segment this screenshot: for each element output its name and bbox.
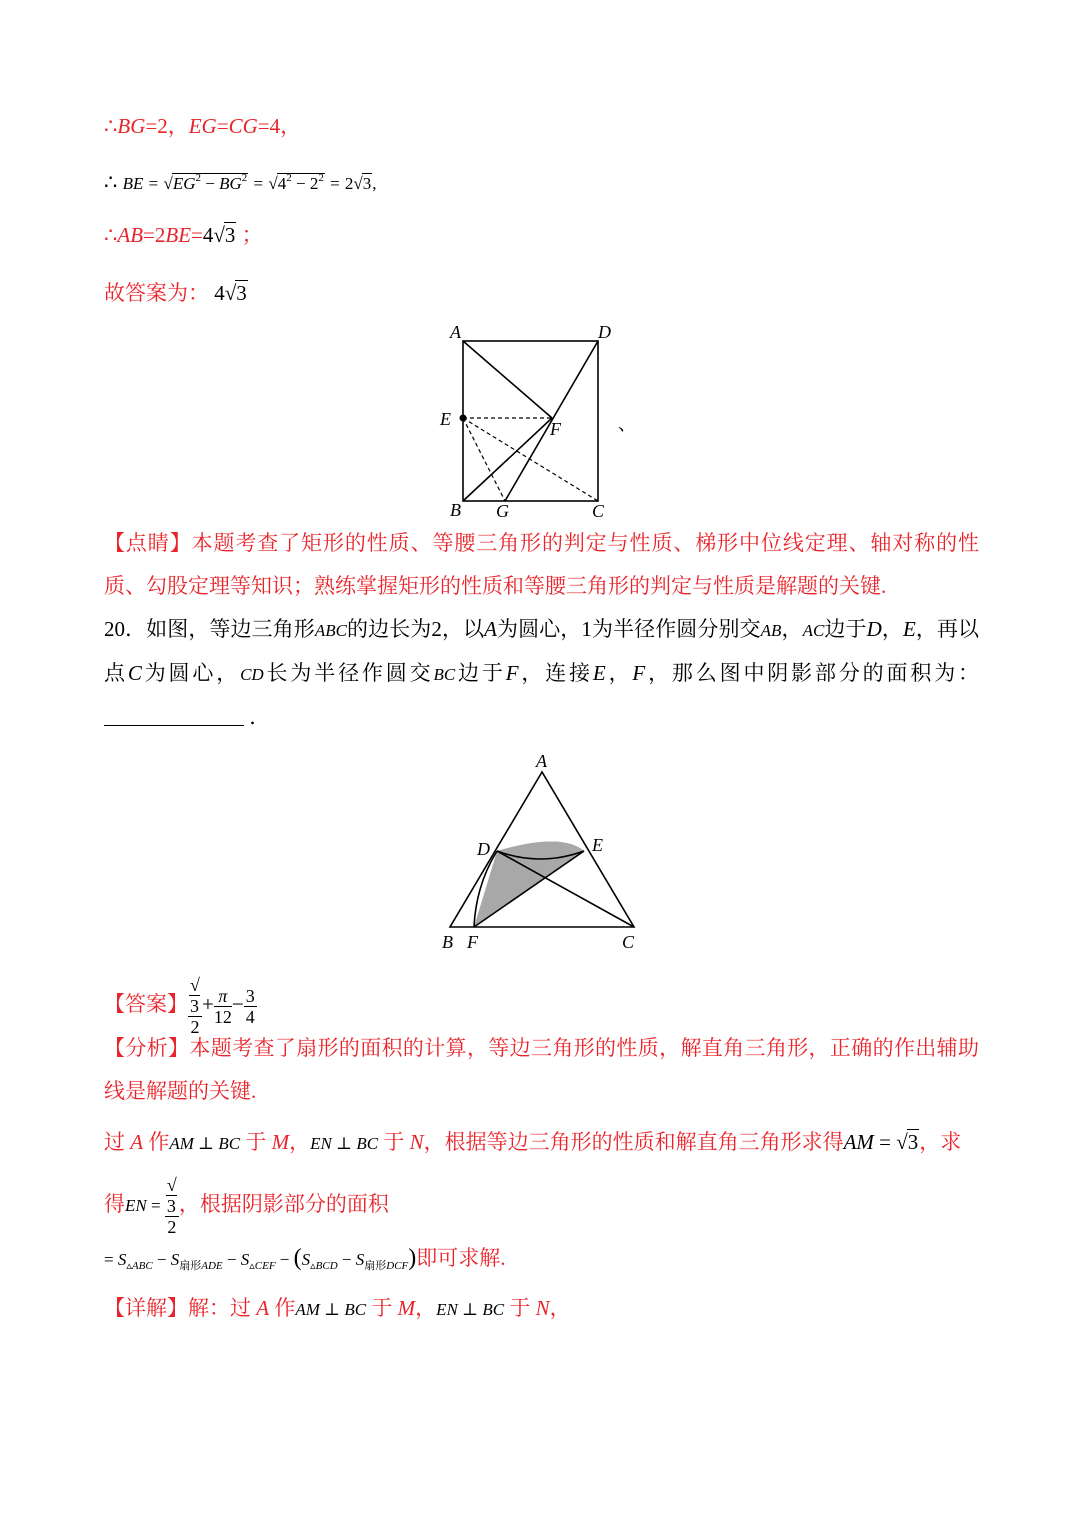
segment-af: [463, 341, 552, 418]
fenxi-paragraph: 【分析】本题考查了扇形的面积的计算，等边三角形的性质，解直角三角形，正确的作出辅助线是解题的关键.: [104, 1036, 980, 1103]
method-line-2: 得EN = √ 3 2 ，根据阴影部分的面积: [104, 1175, 389, 1237]
formula-line: = $S_{▵ABC} - S_{扇形ADE} - S_{▵CEF} - (S_{▵BCD} - S_{扇形DCF})$即可求解.: [104, 1245, 506, 1272]
pause-mark: 、: [618, 414, 636, 434]
question-20: 20．如图，等边三角形ABC的边长为2，以A为圆心，1为半径作圆分别交AB，AC边于D，E，再以点C为圆心，CD长为半径作圆交BC边于F，连接E，F，那么图中阴影部分的面积为： ．: [104, 617, 980, 729]
shaded-region-top: [497, 842, 584, 852]
label-f: F: [467, 932, 478, 952]
label-d: D: [598, 322, 611, 342]
label-c: C: [622, 932, 635, 952]
label-b: B: [442, 932, 453, 952]
segment-ec-dashed: [463, 418, 598, 501]
label-a: A: [450, 322, 461, 342]
answer-blank: [104, 705, 244, 726]
triangle-figure: [430, 745, 660, 955]
xiangjie-line: 【详解】解：过 A 作AM ⊥ BC 于 M，EN ⊥ BC 于 N，: [104, 1296, 571, 1320]
label-a: A: [536, 751, 547, 771]
method-line-1: 过 A 作AM ⊥ BC 于 M，EN ⊥ BC 于 N，根据等边三角形的性质和解直角三角形求得AM = √3，求: [104, 1130, 962, 1154]
label-b: B: [450, 500, 461, 520]
label-g: G: [496, 501, 509, 521]
dianjing-paragraph: 【点睛】本题考查了矩形的性质、等腰三角形的判定与性质、梯形中位线定理、轴对称的性质、勾股定理等知识；熟练掌握矩形的性质和等腰三角形的判定与性质是解题的关键.: [104, 531, 980, 598]
step-ab-line: ∴AB=2BE=4√3 ；: [104, 223, 263, 247]
answer20-line: 【答案】 √ 3 2 + $\frac{\pi}{12}$ − $\frac{3}{4}$: [104, 975, 255, 1037]
label-c: C: [592, 501, 605, 521]
rectangle-abcd: [463, 341, 598, 501]
label-d: D: [477, 839, 490, 859]
shaded-region: [474, 842, 584, 928]
point-e-dot: [460, 415, 467, 422]
answer19-line: 故答案为： 4√3: [104, 281, 247, 305]
segment-bf: [463, 418, 552, 501]
step-bg-line: ∴BG=2，EG=CG=4，: [104, 114, 302, 138]
rectangle-figure: [430, 318, 650, 523]
label-e: E: [592, 835, 603, 855]
step-be-line: ∴ BE = $√EG^2 - BG^2 = √4^2 - 2^2 = 2√3$,: [104, 170, 377, 194]
label-e: E: [440, 409, 451, 429]
label-f: F: [550, 419, 561, 439]
